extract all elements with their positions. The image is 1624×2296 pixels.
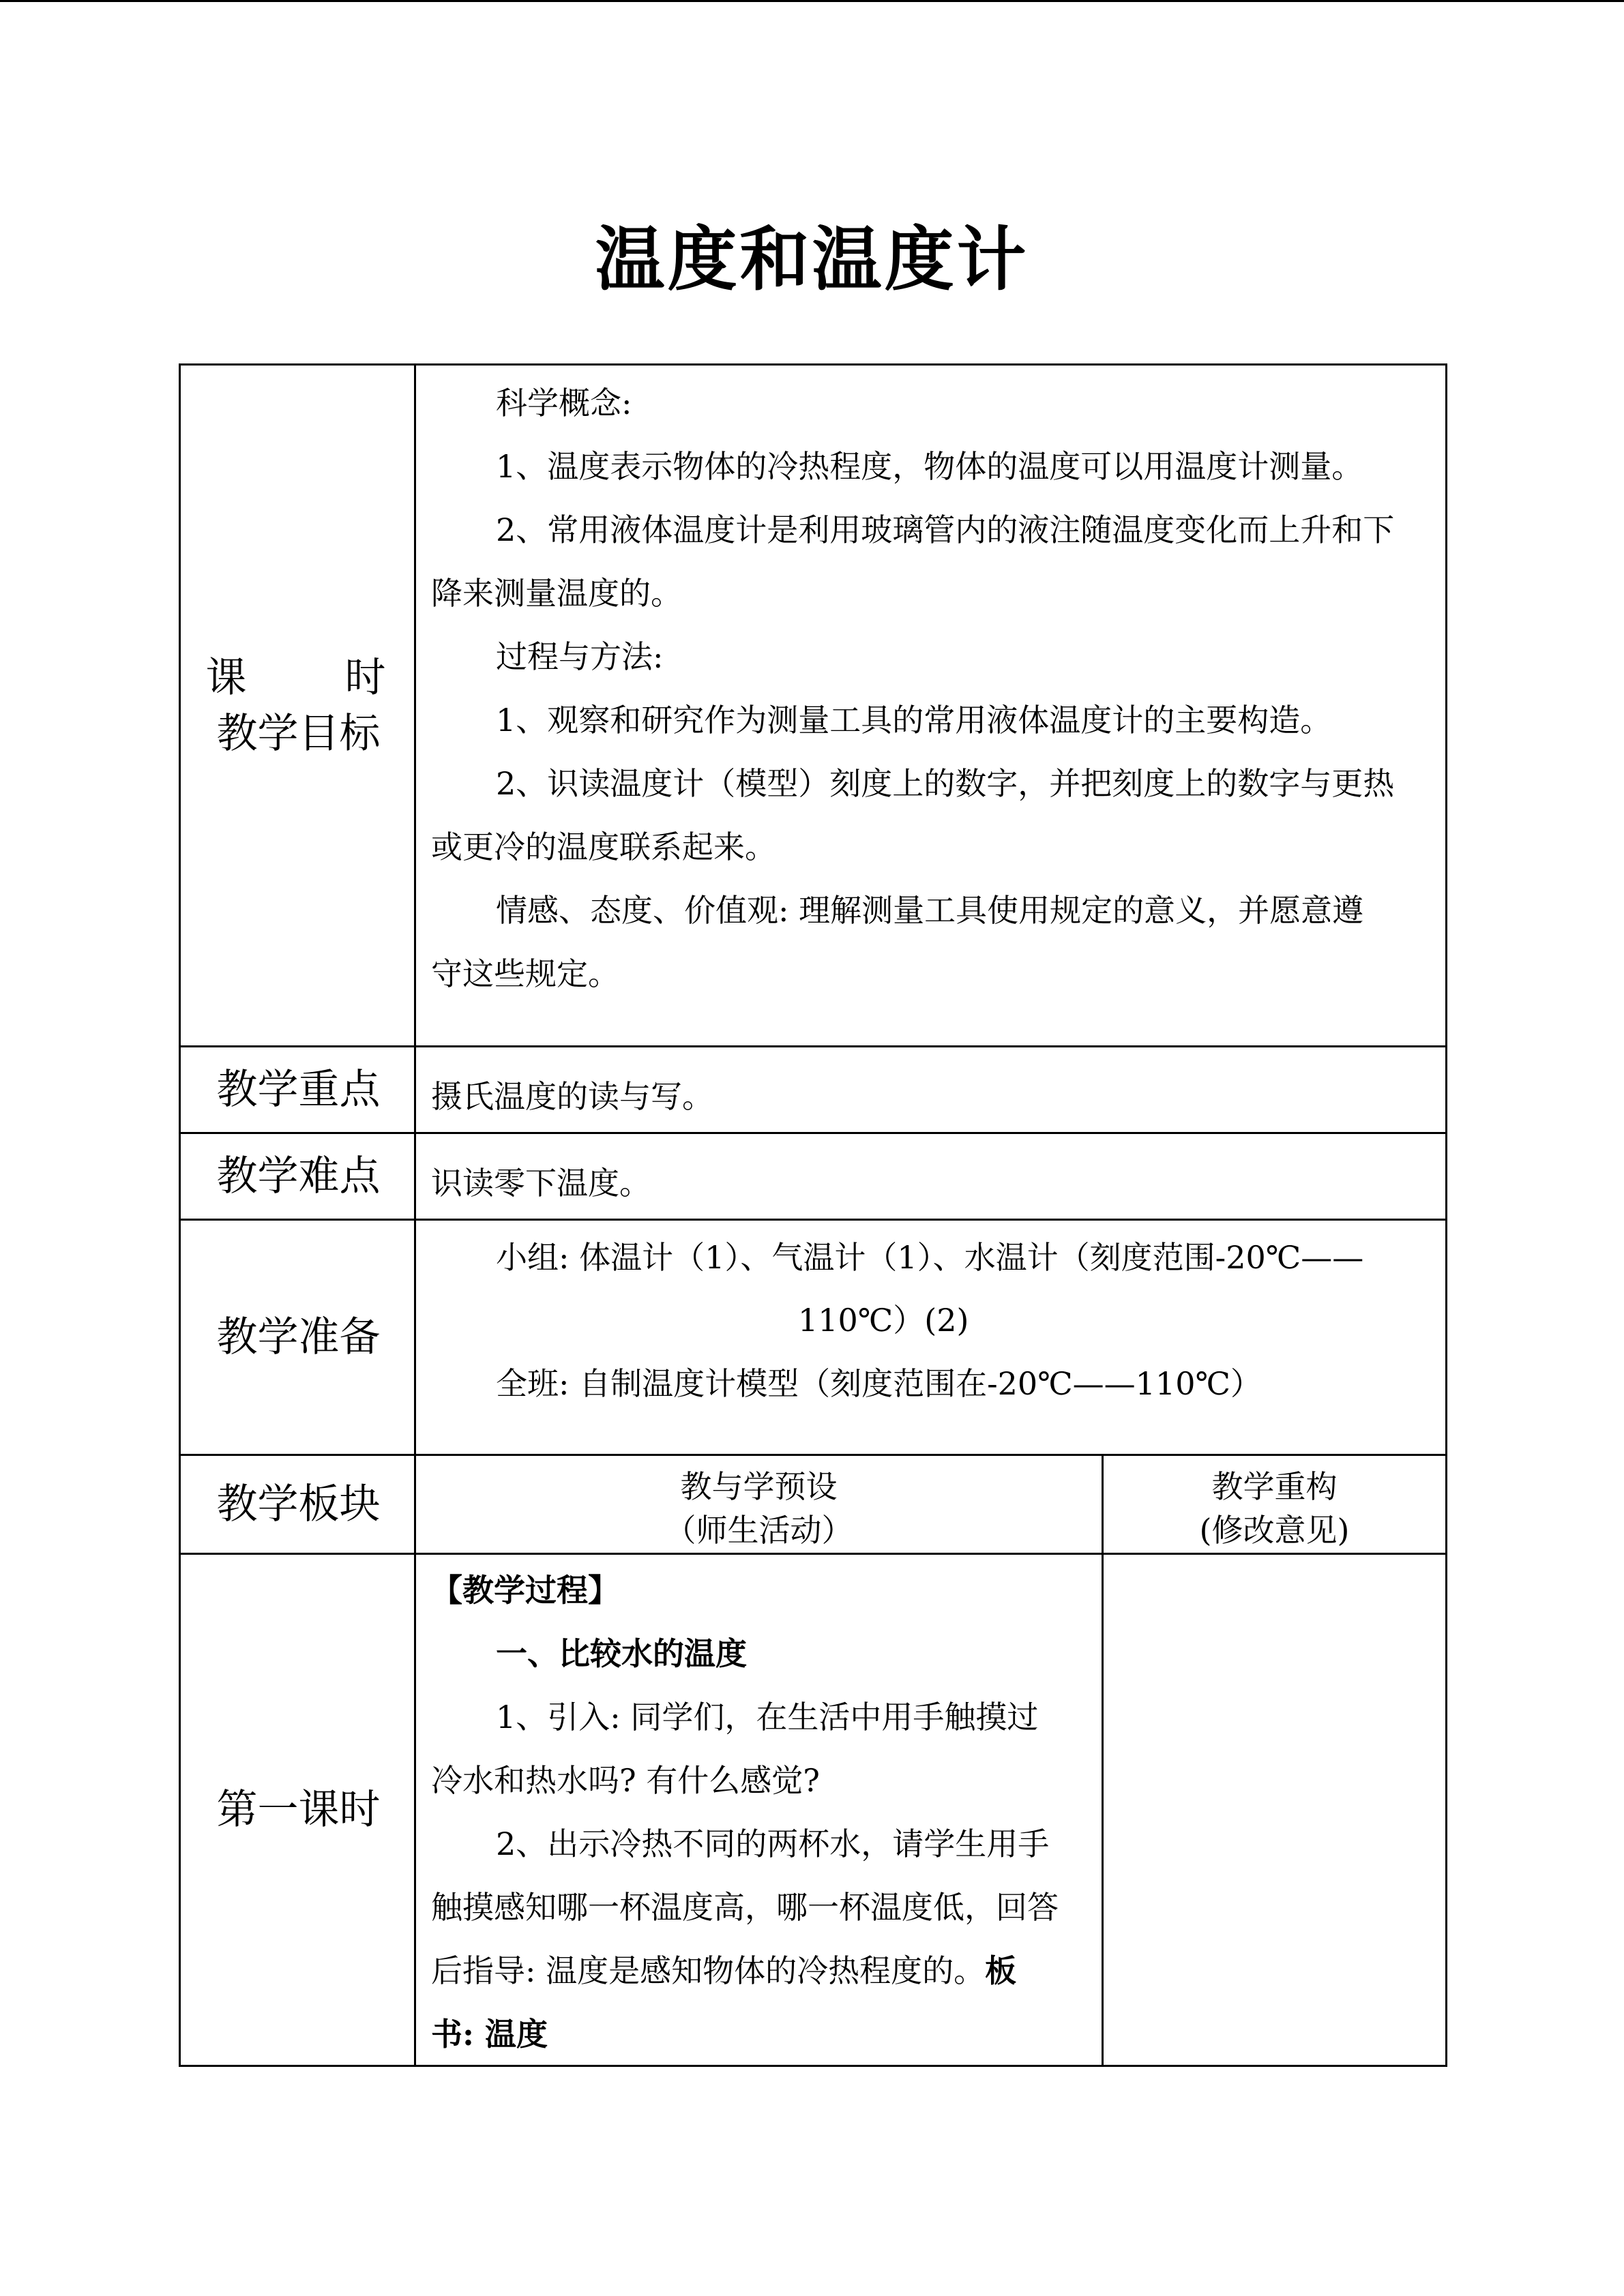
key-point-text: 摄氏温度的读与写。 [431, 1078, 713, 1115]
teaching-activities-header-line2: （师生活动） [664, 1512, 853, 1549]
revision-header-line1: 教学重构 [1211, 1468, 1338, 1505]
objectives-line: 情感、态度、价值观: 理解测量工具使用规定的意义，并愿意遵 [496, 892, 1364, 929]
preparation-line: 小组: 体温计（1）、气温计（1）、水温计（刻度范围-20℃—— [496, 1239, 1364, 1276]
preparation-line: 110℃）(2) [798, 1302, 969, 1339]
lesson-line-bold: 板 [985, 1952, 1017, 1989]
objectives-line: 或更冷的温度联系起来。 [431, 829, 776, 865]
objectives-label-line1: 课 时 [205, 653, 392, 702]
objectives-line: 1、温度表示物体的冷热程度，物体的温度可以用温度计测量。 [496, 448, 1363, 485]
blackboard-note: 书: 温度 [431, 2016, 548, 2053]
objectives-line: 降来测量温度的。 [431, 575, 682, 612]
lesson-line: 1、引入: 同学们，在生活中用手触摸过 [496, 1699, 1039, 1735]
preparation-label: 教学准备 [216, 1313, 381, 1361]
key-point-label: 教学重点 [216, 1066, 381, 1114]
objectives-line: 过程与方法: [496, 638, 664, 675]
lesson-line-text: 后指导: 温度是感知物体的冷热程度的。 [431, 1952, 986, 1989]
table-line [179, 2065, 1447, 2067]
objectives-line: 1、观察和研究作为测量工具的常用液体温度计的主要构造。 [496, 702, 1332, 739]
objectives-line: 守这些规定。 [431, 955, 619, 992]
difficulty-text: 识读零下温度。 [431, 1165, 651, 1202]
page-title: 温度和温度计 [595, 219, 1029, 301]
objectives-line: 2、识读温度计（模型）刻度上的数字，并把刻度上的数字与更热 [496, 765, 1395, 802]
process-heading: 【教学过程】 [431, 1572, 619, 1609]
preparation-line: 全班: 自制温度计模型（刻度范围在-20℃——110℃） [496, 1365, 1262, 1402]
first-lesson-label: 第一课时 [216, 1786, 381, 1834]
teaching-activities-header-line1: 教与学预设 [680, 1468, 838, 1505]
section-heading: 一、比较水的温度 [496, 1635, 747, 1672]
lesson-line: 触摸感知哪一杯温度高，哪一杯温度低，回答 [431, 1889, 1059, 1926]
objectives-label-line2: 教学目标 [216, 709, 381, 758]
revision-header [1104, 1465, 1445, 1552]
difficulty-label: 教学难点 [216, 1152, 381, 1200]
lesson-line [431, 1946, 1016, 1991]
objectives-line: 科学概念: [496, 385, 632, 421]
table-line [1445, 363, 1447, 2067]
objectives-label [181, 366, 416, 1045]
lesson-line: 冷水和热水吗? 有什么感觉? [431, 1762, 820, 1799]
objectives-line: 2、常用液体温度计是利用玻璃管内的液注随温度变化而上升和下 [496, 511, 1395, 548]
revision-header-line2: (修改意见) [1199, 1512, 1350, 1549]
teaching-activities-header [416, 1465, 1102, 1552]
module-label: 教学板块 [216, 1480, 381, 1528]
lesson-line: 2、出示冷热不同的两杯水，请学生用手 [496, 1825, 1050, 1862]
